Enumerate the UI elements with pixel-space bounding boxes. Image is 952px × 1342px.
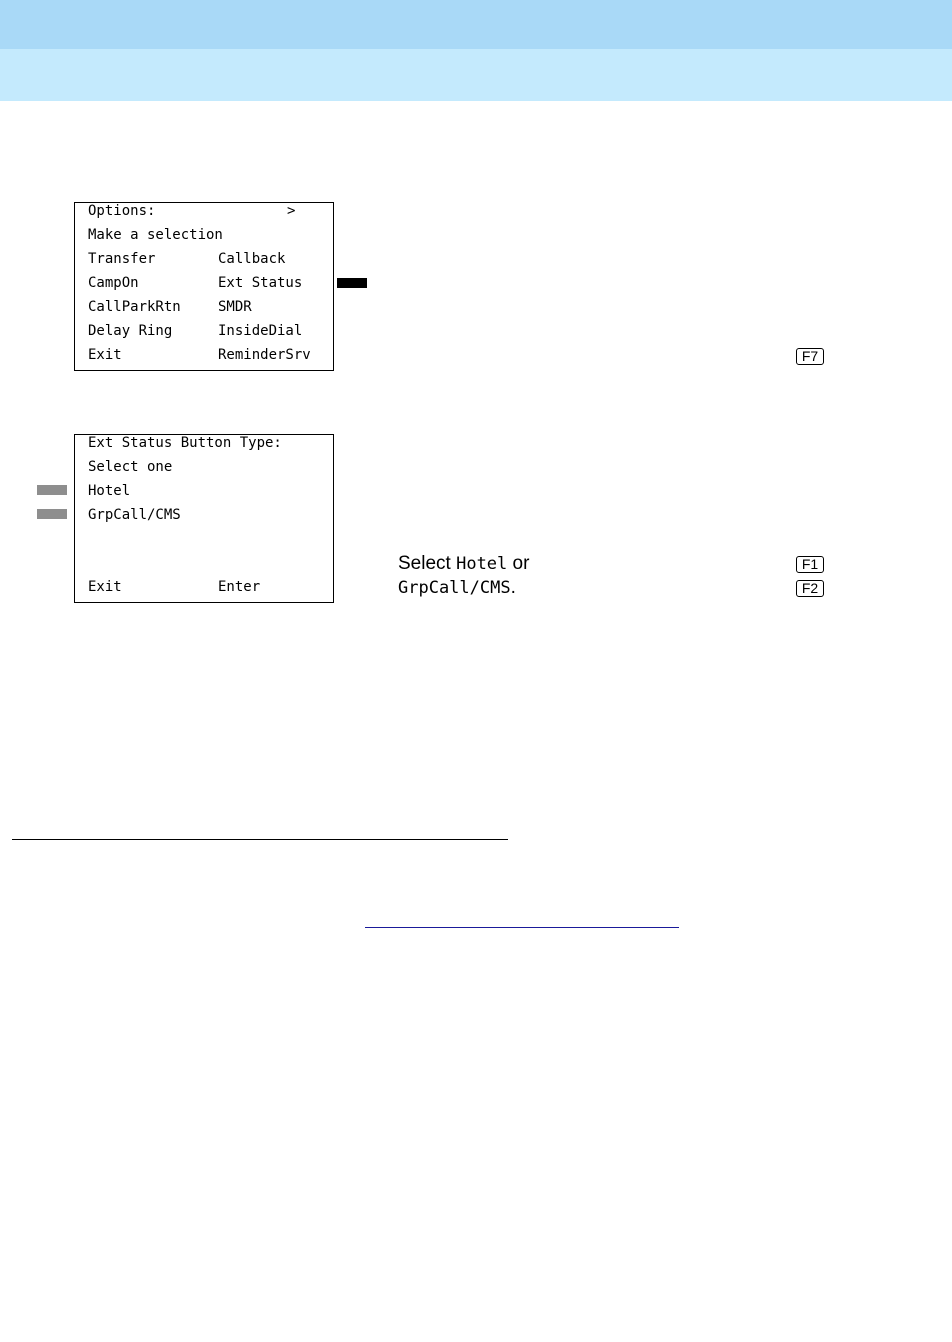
option-remindersrv[interactable]: ReminderSrv [218,347,311,363]
f7-key[interactable]: F7 [796,348,824,365]
header-band-top [0,0,952,49]
ext-status-prompt: Select one [88,459,173,475]
grpcall-option-marker [37,509,67,519]
instruction-line-1 [398,552,529,576]
option-insidedial[interactable]: InsideDial [218,323,303,339]
option-transfer[interactable]: Transfer [88,251,156,267]
hotel-option-marker [37,485,67,495]
instruction-hotel: Hotel [456,554,508,574]
instruction-line-2 [398,576,516,600]
header-band-bottom [0,49,952,101]
option-hotel[interactable]: Hotel [88,483,131,499]
option-delay-ring[interactable]: Delay Ring [88,323,173,339]
exit-softkey[interactable]: Exit [88,579,122,595]
link-underline[interactable] [365,927,679,928]
f2-key[interactable]: F2 [796,580,824,597]
option-callparkrtn[interactable]: CallParkRtn [88,299,181,315]
instruction-or: or [507,553,530,574]
ext-status-title: Ext Status Button Type: [88,435,282,451]
option-campon[interactable]: CampOn [88,275,139,291]
option-grpcall-cms[interactable]: GrpCall/CMS [88,507,181,523]
options-screen [74,202,334,371]
option-callback[interactable]: Callback [218,251,286,267]
option-smdr[interactable]: SMDR [218,299,252,315]
option-ext-status[interactable]: Ext Status [218,275,303,291]
section-divider [12,839,508,840]
more-arrow: > [287,203,296,219]
options-title: Options: [88,203,156,219]
enter-softkey[interactable]: Enter [218,579,261,595]
f1-key[interactable]: F1 [796,556,824,573]
instruction-grpcall: GrpCall/CMS [398,578,511,598]
ext-status-screen [74,434,334,603]
options-prompt: Make a selection [88,227,223,243]
ext-status-selection-marker [337,278,367,288]
instruction-period: . [510,577,516,598]
option-exit[interactable]: Exit [88,347,122,363]
instruction-prefix: Select [398,553,457,574]
